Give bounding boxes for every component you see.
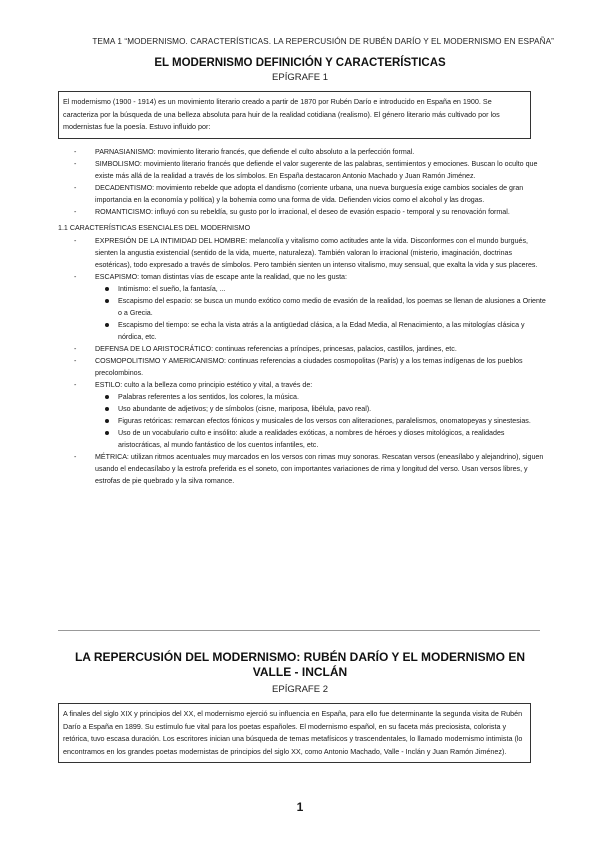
characteristic-escapismo: - ESCAPISMO: toman distintas vías de escape ante la realidad, que no les gusta: bbox=[58, 271, 548, 283]
bullet-icon bbox=[105, 419, 109, 423]
bullet-icon bbox=[105, 407, 109, 411]
section2-title: LA REPERCUSIÓN DEL MODERNISMO: RUBÉN DARÍO Y EL MODERNISMO EN VALLE - INCLÁN bbox=[74, 650, 526, 679]
list-item bbox=[58, 403, 548, 415]
section-divider bbox=[58, 630, 540, 631]
characteristic-aristocratico: - DEFENSA DE LO ARISTOCRÁTICO: continuas referencias a príncipes, princesas, palacios, castillos, jardines, etc. bbox=[58, 343, 548, 355]
list-item-text: Palabras referentes a los sentidos, los colores, la música. bbox=[118, 393, 299, 401]
list-item-text: Uso abundante de adjetivos; y de símbolos (cisne, mariposa, libélula, pavo real). bbox=[118, 405, 372, 413]
list-item-text: Intimismo: el sueño, la fantasía, ... bbox=[118, 285, 226, 293]
page-number: 1 bbox=[296, 800, 304, 814]
list-item bbox=[58, 283, 548, 295]
characteristic-expresion: - EXPRESIÓN DE LA INTIMIDAD DEL HOMBRE: melancolía y vitalismo como actitudes ante la vida. Disconformes con el mundo burgués, sienten la angustia existencial (sentido de la vida, muerte, naturaleza). También valoran lo irracional (misterio, imaginación, doctrinas esotéricas), todo expresado a través de símbolos. Pero también sienten un intenso vitalismo, muy sensual, que exalta la vida y sus placeres. bbox=[58, 235, 548, 271]
list-item-text: Escapismo del tiempo: se echa la vista atrás a la antigüedad clásica, a la Edad Media, al Renacimiento, a las mitologías clásica y nórdica, etc. bbox=[118, 321, 525, 341]
list-item bbox=[58, 427, 548, 451]
influence-item: - SIMBOLISMO: movimiento literario francés que defiende el valor sugerente de las palabras, sentimientos y emociones. Buscan lo oculto que existe más allá de la realidad a través de los símbolos. En España destacaron Antonio Machado y Juan Ramón Jiménez. bbox=[58, 158, 548, 182]
section1-title: EL MODERNISMO DEFINICIÓN Y CARACTERÍSTICAS bbox=[154, 57, 446, 69]
characteristic-estilo: - ESTILO: culto a la belleza como principio estético y vital, a través de: bbox=[58, 379, 548, 391]
section1-body bbox=[58, 146, 548, 487]
characteristic-cosmopolitismo: - COSMOPOLITISMO Y AMERICANISMO: continuas referencias a ciudades cosmopolitas (París) y a los temas indígenas de los pueblos precolombinos. bbox=[58, 355, 548, 379]
running-header: TEMA 1 “MODERNISMO. CARACTERÍSTICAS. LA REPERCUSIÓN DE RUBÉN DARÍO Y EL MODERNISMO EN ESPAÑA” bbox=[92, 37, 554, 46]
bullet-icon bbox=[105, 323, 109, 327]
list-item bbox=[58, 295, 548, 319]
influence-item: - ROMANTICISMO: influyó con su rebeldía, su gusto por lo irracional, el deseo de evasión espacio - temporal y su renovación formal. bbox=[58, 206, 548, 218]
list-item bbox=[58, 391, 548, 403]
bullet-icon bbox=[105, 395, 109, 399]
characteristic-metrica: - MÉTRICA: utilizan ritmos acentuales muy marcados en los versos con rimas muy sonoras. Rescatan versos (eneasílabo y alejandrino), siguen usando el endecasílabo y la estrofa preferida es el soneto, con importantes variaciones de rima y longitud del verso. Usan versos libres, y estrofas de pie quebrado y la silva romance. bbox=[58, 451, 548, 487]
list-item-text: Figuras retóricas: remarcan efectos fónicos y musicales de los versos con aliteraciones, paralelismos, onomatopeyas y sinestesias. bbox=[118, 417, 531, 425]
list-item bbox=[58, 319, 548, 343]
characteristics-heading: 1.1 CARACTERÍSTICAS ESENCIALES DEL MODERNISMO bbox=[58, 224, 251, 232]
list-item bbox=[58, 415, 548, 427]
influence-item: - DECADENTISMO: movimiento rebelde que adopta el dandismo (corriente urbana, una nueva burguesía exige cambios sociales de gran importancia en la economía y política) y la bohemia como una forma de vida. Defienden vicios como el alcohol y las drogas. bbox=[58, 182, 548, 206]
list-item-text: Uso de un vocabulario culto e insólito: alude a realidades exóticas, a nombres de héroes y dioses mitológicos, a realidades aristocráticas, al mundo fantástico de los cuentos infantiles, etc. bbox=[118, 429, 505, 449]
section1-intro-box: El modernismo (1900 - 1914) es un movimiento literario creado a partir de 1870 por Rubén Darío e introducido en España en 1900. Se caracteriza por la búsqueda de una belleza absoluta para huir de la realidad cotidiana (realismo). El género literario más cultivado por los modernistas fue la poesía. Estuvo influido por: bbox=[58, 91, 531, 139]
section2-box: A finales del siglo XIX y principios del XX, el modernismo ejerció su influencia en España, para ello fue determinante la segunda visita de Rubén Darío a España en 1899. Su estímulo fue vital para los poetas españoles. El modernismo español, en su faceta más preciosista, colorista y retórica, tuvo escasa duración. Los escritores inician una búsqueda de temas metafísicos y trascendentales, lo llamado modernismo intimista (lo encontramos en los grandes poetas modernistas de principios del siglo XX, como Antonio Machado, Valle - Inclán y Juan Ramón Jiménez). bbox=[58, 703, 531, 763]
escapismo-list bbox=[58, 283, 548, 343]
list-item-text: Escapismo del espacio: se busca un mundo exótico como medio de evasión de la realidad, los poemas se llenan de alusiones a Oriente o a Grecia. bbox=[118, 297, 546, 317]
bullet-icon bbox=[105, 299, 109, 303]
influence-item: - PARNASIANISMO: movimiento literario francés, que defiende el culto absoluto a la perfección formal. bbox=[58, 146, 548, 158]
estilo-list bbox=[58, 391, 548, 451]
section1-subtitle: EPÍGRAFE 1 bbox=[272, 72, 328, 83]
bullet-icon bbox=[105, 431, 109, 435]
section2-subtitle: EPÍGRAFE 2 bbox=[272, 684, 328, 695]
bullet-icon bbox=[105, 287, 109, 291]
